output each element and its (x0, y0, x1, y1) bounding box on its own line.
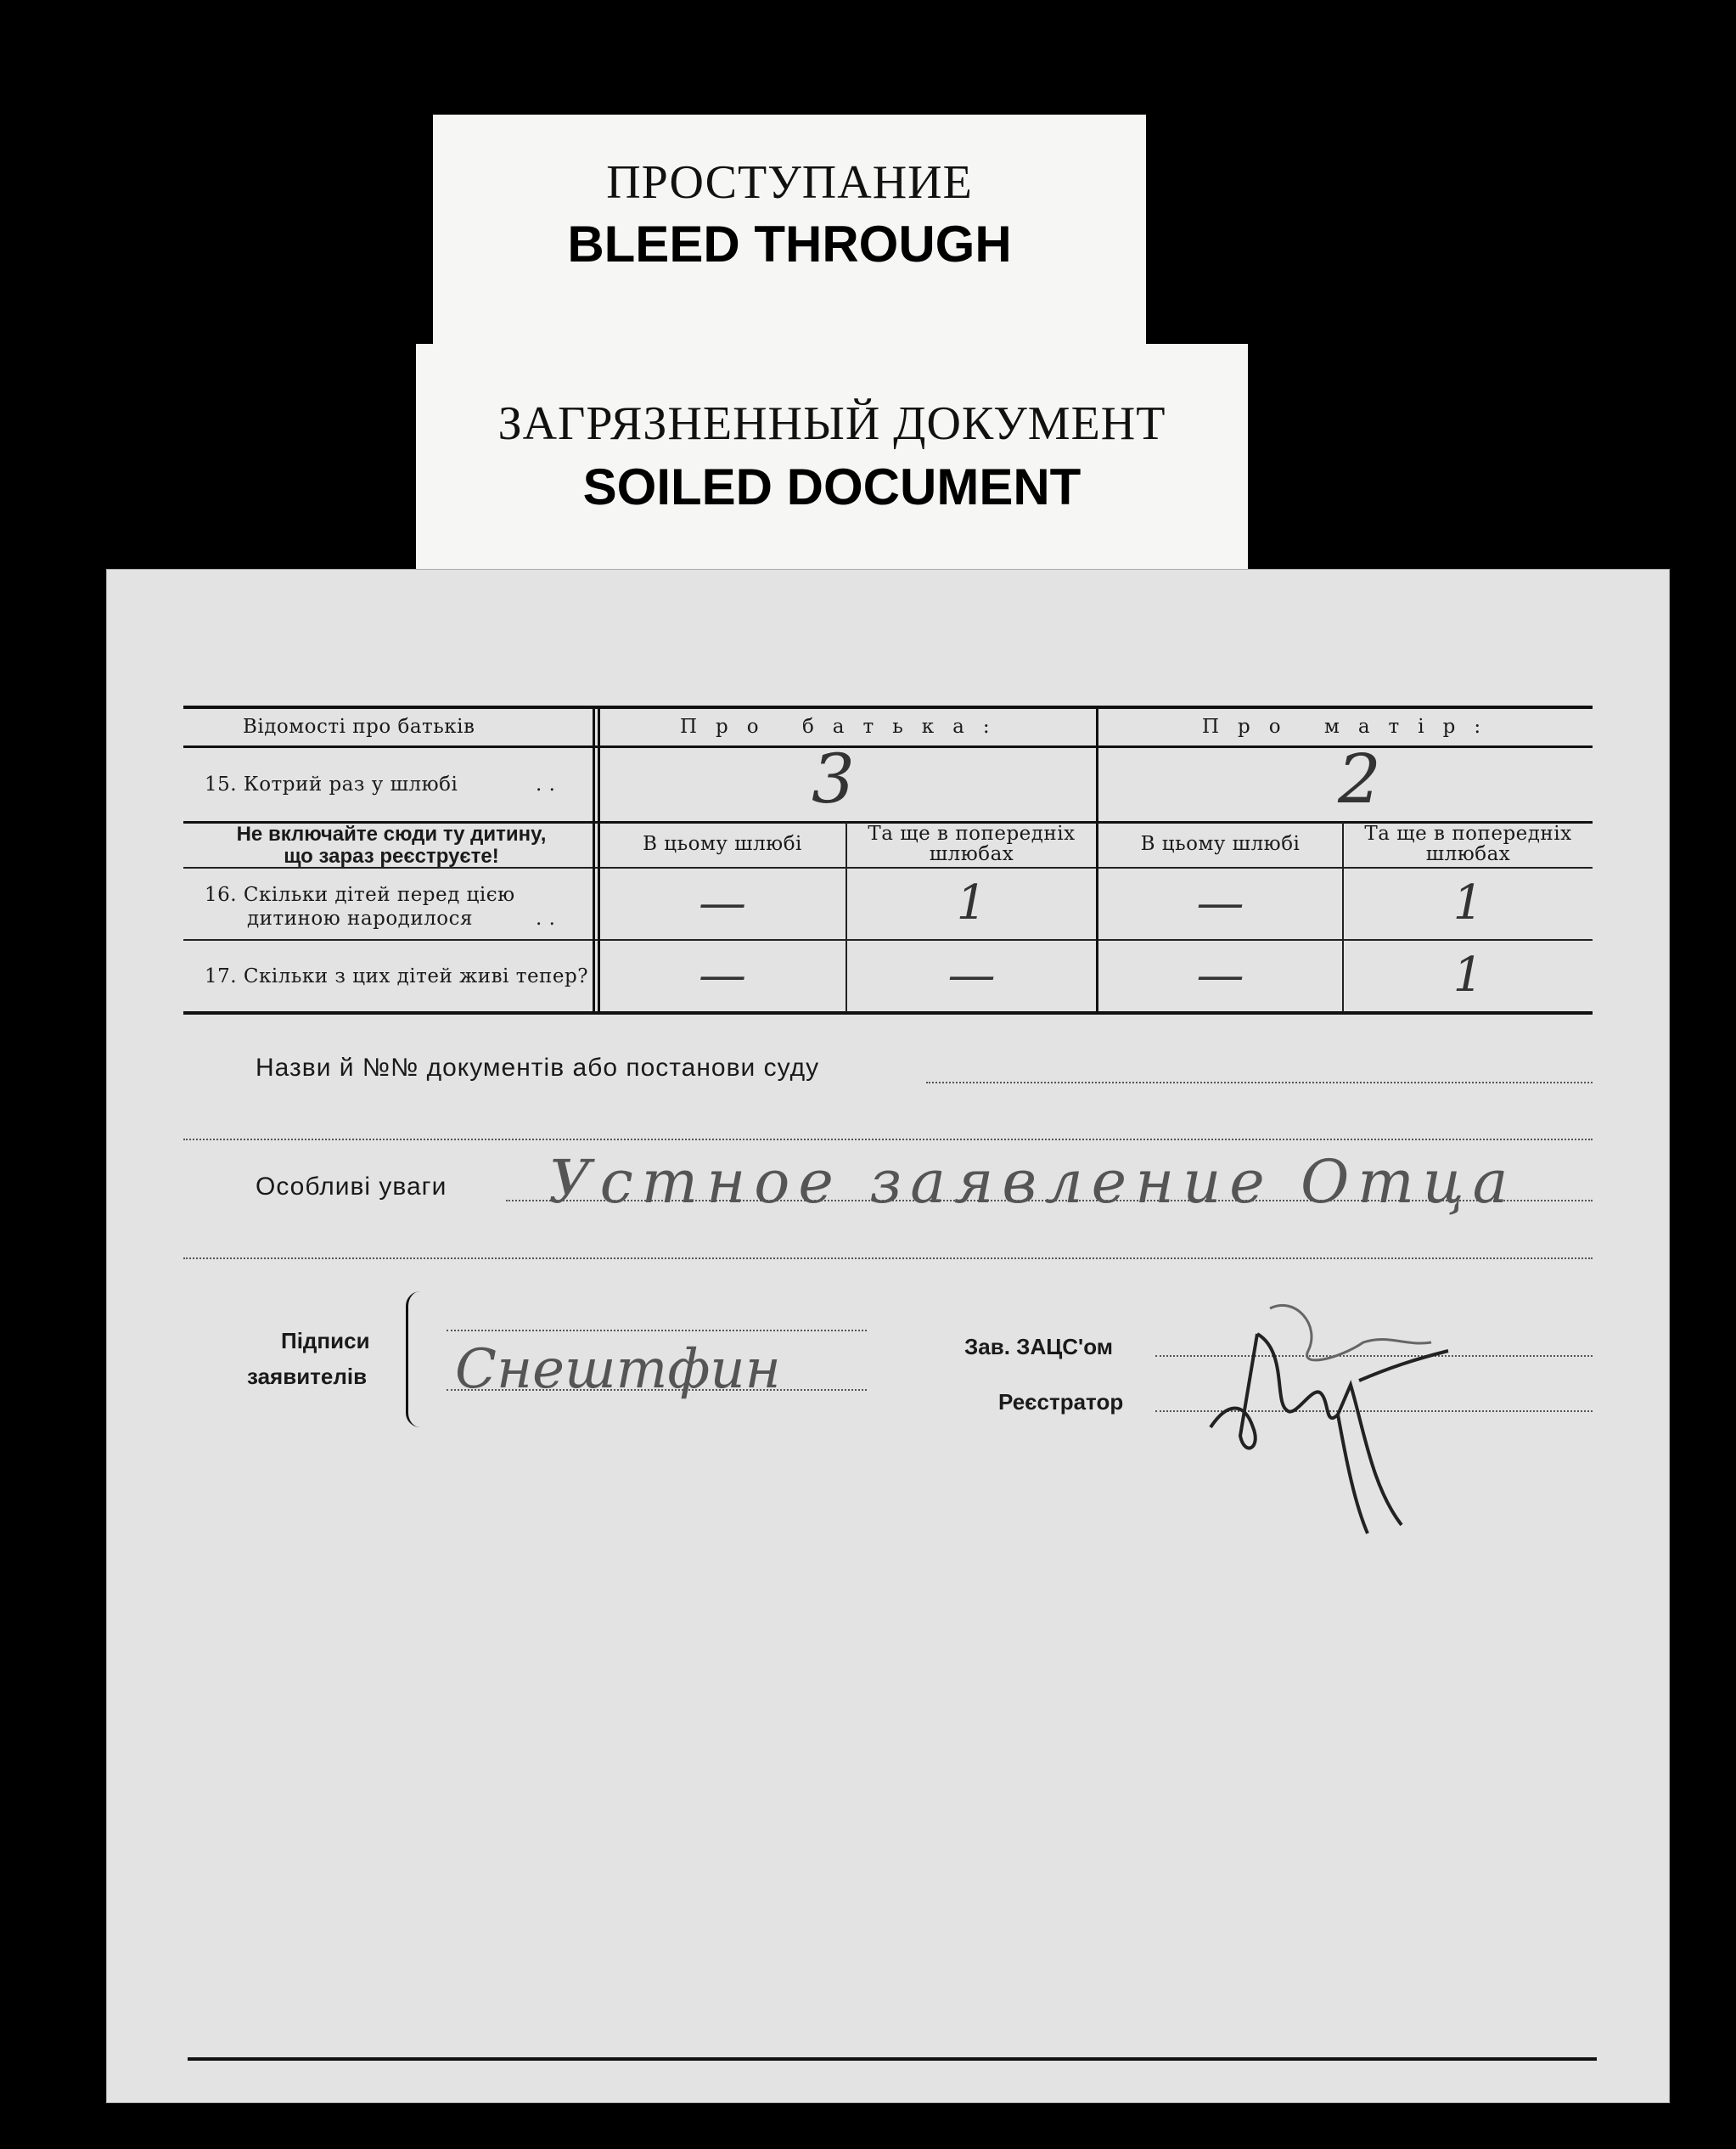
mother-this-marriage-header: В цьому шлюбі (1140, 833, 1301, 855)
header-parents-info: Відомості про батьків (243, 716, 475, 738)
row15-label: 15. Котрий раз у шлюбі (205, 774, 458, 796)
signatures-label-1: Підписи (281, 1328, 370, 1353)
father-prev-marriages-header-1: Та ще в попередніх (868, 823, 1076, 845)
row15-mother-value: 2 (1338, 740, 1381, 819)
registrar-label: Реєстратор (998, 1389, 1124, 1415)
row17-mother-this: — (1196, 948, 1244, 1003)
row16-label-2: дитиною народилося (247, 908, 474, 930)
row16-label-1: 16. Скільки дітей перед цією (205, 884, 515, 906)
documents-line-1 (926, 1082, 1593, 1083)
header-about-mother: Про матір: (1202, 716, 1500, 738)
note-line-1: Не включайте сюди ту дитину, (236, 823, 547, 846)
remarks-line-2 (183, 1257, 1593, 1259)
row17-mother-prev: 1 (1452, 948, 1484, 1003)
bleed-through-ru: ПРОСТУПАНИЕ (606, 156, 973, 209)
row17-father-prev: — (947, 948, 996, 1003)
bottom-rule (188, 2057, 1597, 2061)
soiled-document-label (416, 344, 1248, 573)
remarks-value: Устное заявление Отца (548, 1147, 1517, 1217)
document-sheet (106, 569, 1670, 2103)
row17-label: 17. Скільки з цих дітей живі тепер? (205, 965, 589, 987)
head-label: Зав. ЗАЦС'ом (964, 1334, 1113, 1359)
row16-father-prev: 1 (956, 875, 987, 931)
soiled-document-en: SOILED DOCUMENT (582, 458, 1081, 515)
documents-line-2 (183, 1139, 1593, 1140)
table-header-rule (183, 745, 1593, 748)
bleed-through-label (433, 115, 1146, 344)
mother-prev-marriages-header-2: шлюбах (1425, 843, 1511, 865)
applicant-signature: Снештфин (455, 1338, 781, 1401)
signatures-brace (406, 1291, 420, 1427)
father-prev-marriages-header-2: шлюбах (929, 843, 1014, 865)
registrar-signature (1194, 1300, 1499, 1546)
row15-father-value: 3 (812, 740, 855, 819)
applicant-sign-line-1 (447, 1330, 867, 1331)
table-bottom-rule (183, 1011, 1593, 1015)
row16-father-this: — (699, 875, 746, 931)
row16-dots: . . (536, 908, 556, 930)
row16-rule (183, 939, 1593, 941)
table-top-rule (183, 706, 1593, 709)
mother-prev-marriages-header-1: Та ще в попередніх (1364, 823, 1572, 845)
note-line-2: що зараз реєструєте! (284, 845, 499, 868)
header-about-father: Про батька: (680, 716, 1008, 738)
remarks-label: Особливі уваги (256, 1173, 447, 1201)
row15-dots: . . (536, 774, 556, 796)
bleed-through-en: BLEED THROUGH (567, 216, 1012, 273)
row16-mother-this: — (1196, 875, 1244, 931)
remarks-line-1 (506, 1200, 1593, 1201)
father-this-marriage-header: В цьому шлюбі (643, 833, 802, 855)
row17-father-this: — (699, 948, 746, 1003)
documents-label: Назви й №№ документів або постанови суду (256, 1054, 820, 1082)
soiled-document-ru: ЗАГРЯЗНЕННЫЙ ДОКУМЕНТ (497, 397, 1166, 450)
row16-mother-prev: 1 (1452, 875, 1484, 931)
signatures-label-2: заявителів (247, 1364, 368, 1389)
